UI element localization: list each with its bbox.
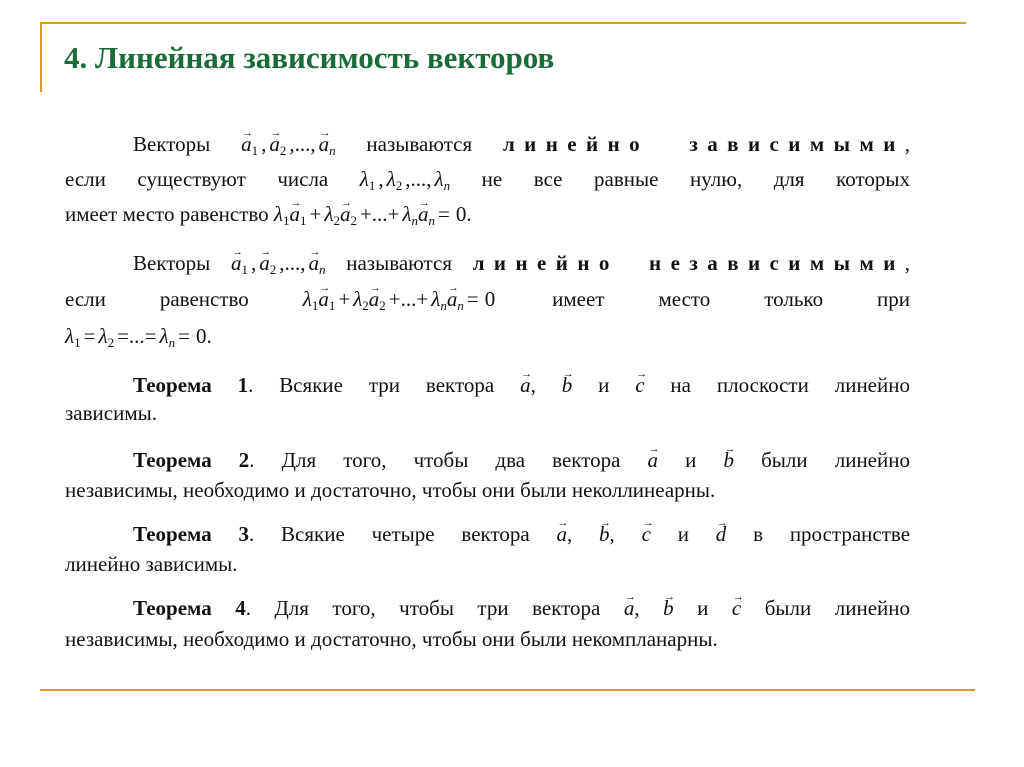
math-expression: [642, 522, 651, 546]
vector: → b: [663, 595, 674, 621]
subscript: n: [428, 213, 436, 228]
vector: → c: [635, 372, 644, 398]
vector: → a: [269, 131, 280, 157]
symbol: ,...,: [289, 132, 316, 156]
vector: → a: [340, 201, 351, 227]
text-line: если существуют числа $\lambda_1$ , $\lambda_2$ ,..., $\lambda_n$ не все равные нулю, для которых: [65, 167, 910, 193]
emphasized-term: линейно зависимыми: [502, 132, 905, 156]
text-line: Теорема 2. Для того, чтобы два вектора → a и → b были линейно: [133, 447, 910, 473]
symbol: ,: [261, 132, 267, 156]
text-line: Теорема 3. Всякие четыре вектора → a, → b, → c и → d в пространстве: [133, 521, 910, 547]
vector: → a: [309, 250, 320, 276]
subscript: 1: [251, 143, 259, 158]
subscript: n: [443, 178, 451, 193]
subscript: 1: [311, 298, 319, 313]
text-line: Теорема 1. Всякие три вектора → a, → b и → c на плоскости линейно: [133, 372, 910, 398]
subscript: n: [168, 335, 176, 350]
vector: → a: [241, 131, 252, 157]
math-expression: [556, 522, 567, 546]
math-expression: [724, 448, 735, 472]
subscript: 1: [368, 178, 376, 193]
subscript: 2: [362, 298, 369, 313]
lambda: λ: [434, 167, 444, 191]
subscript: 2: [333, 213, 340, 228]
operator: +...+: [388, 287, 429, 311]
math-expression: [241, 132, 336, 156]
bottom-rule: [40, 689, 975, 691]
text-line: Теорема 4. Для того, чтобы три вектора → a, → b и → c были линейно: [133, 595, 910, 621]
operator: +: [309, 202, 322, 226]
subscript: 1: [283, 213, 290, 228]
text-line: зависимы.: [65, 401, 157, 425]
slide-title: 4. Линейная зависимость векторов: [64, 40, 555, 75]
lambda: λ: [65, 324, 75, 348]
math-expression: [274, 202, 475, 226]
subscript: 2: [107, 335, 115, 350]
operator: =: [438, 202, 450, 226]
symbol: ,...,: [405, 167, 432, 191]
lambda: λ: [159, 324, 169, 348]
vector: → a: [556, 521, 567, 547]
vector: → a: [520, 372, 531, 398]
lambda: λ: [431, 287, 441, 311]
vector: → a: [290, 201, 301, 227]
vector: → a: [318, 286, 329, 312]
vector: → a: [231, 250, 242, 276]
symbol: ,: [378, 167, 384, 191]
vector: → a: [418, 201, 429, 227]
math-expression: [624, 596, 635, 620]
vector: → a: [319, 131, 330, 157]
math-expression: [648, 448, 659, 472]
subscript: 2: [379, 298, 386, 313]
subscript: 2: [350, 213, 357, 228]
math-expression: [520, 373, 531, 397]
vector: → c: [642, 521, 651, 547]
lambda: λ: [302, 287, 312, 311]
math-expression: [360, 167, 450, 191]
math-expression: [732, 596, 741, 620]
subscript: 2: [269, 262, 277, 277]
symbol: 0.: [455, 202, 472, 226]
subscript: 2: [395, 178, 403, 193]
lambda: λ: [98, 324, 108, 348]
emphasized-term: линейно независимыми: [472, 251, 905, 275]
subscript: 1: [328, 298, 336, 313]
lambda: λ: [386, 167, 396, 191]
vector: → b: [724, 447, 735, 473]
math-expression: [599, 522, 610, 546]
math-expression: [716, 522, 727, 546]
vector: → a: [369, 286, 380, 312]
text-line: независимы, необходимо и достаточно, чтобы они были некомпланарны.: [65, 627, 718, 651]
lambda: λ: [402, 202, 412, 226]
theorem-label: Теорема 4: [133, 596, 246, 620]
text-line: если равенство $\lambda_1\to a_1 + \lambda_2\to a_2$ +...+ $\lambda_n\to a_n = 0$ имеет место только при: [65, 286, 910, 312]
text-line: Векторы → $a_1$ ,→ $a_2$ ,...,→ $a_n$ называются линейно независимыми,: [133, 250, 910, 276]
text-line: линейно зависимы.: [65, 552, 238, 576]
symbol: ,...,: [279, 251, 306, 275]
math-expression: [65, 324, 215, 348]
operator: =: [83, 324, 96, 348]
vector: → a: [259, 250, 270, 276]
operator: =: [466, 287, 479, 311]
symbol: 0: [484, 287, 496, 311]
lambda: λ: [359, 167, 369, 191]
vector: → a: [624, 595, 635, 621]
text-line: имеет место равенство $\lambda_1\to a_1 + \lambda_2\to a_2$ +...+ $\lambda_n\to a_n = 0$.: [65, 201, 910, 227]
subscript: n: [329, 143, 336, 158]
math-expression: [635, 373, 644, 397]
subscript: n: [411, 213, 419, 228]
math-expression: [303, 287, 498, 311]
theorem-label: Теорема 2: [133, 448, 250, 472]
vector: → a: [447, 286, 458, 312]
symbol: ,: [251, 251, 257, 275]
text-line: Векторы → $a_1$ ,→ $a_2$ ,...,→ $a_n$ называются линейно зависимыми,: [133, 131, 910, 157]
vector: → c: [732, 595, 741, 621]
subscript: 1: [300, 213, 307, 228]
vector: → a: [648, 447, 659, 473]
subscript: n: [457, 298, 464, 313]
theorem-label: Теорема 3: [133, 522, 249, 546]
top-rule: [40, 22, 966, 24]
subscript: n: [440, 298, 447, 313]
math-expression: [663, 596, 674, 620]
operator: +...+: [359, 202, 400, 226]
lambda: λ: [273, 202, 284, 226]
text-line: [65, 323, 910, 349]
operator: =...=: [117, 324, 157, 348]
vector: → d: [716, 521, 727, 547]
vector: → b: [562, 372, 573, 398]
math-expression: [231, 251, 326, 275]
symbol: 0.: [195, 324, 212, 348]
theorem-label: Теорема 1: [133, 373, 249, 397]
math-expression: [562, 373, 573, 397]
subscript: n: [319, 262, 326, 277]
left-rule: [40, 22, 42, 92]
text-line: независимы, необходимо и достаточно, чтобы они были неколлинеарны.: [65, 478, 716, 502]
subscript: 2: [279, 143, 287, 158]
subscript: 1: [241, 262, 248, 277]
lambda: λ: [324, 202, 334, 226]
operator: +: [338, 287, 351, 311]
subscript: 1: [74, 335, 81, 350]
vector: → b: [599, 521, 610, 547]
lambda: λ: [353, 287, 363, 311]
operator: =: [178, 324, 190, 348]
